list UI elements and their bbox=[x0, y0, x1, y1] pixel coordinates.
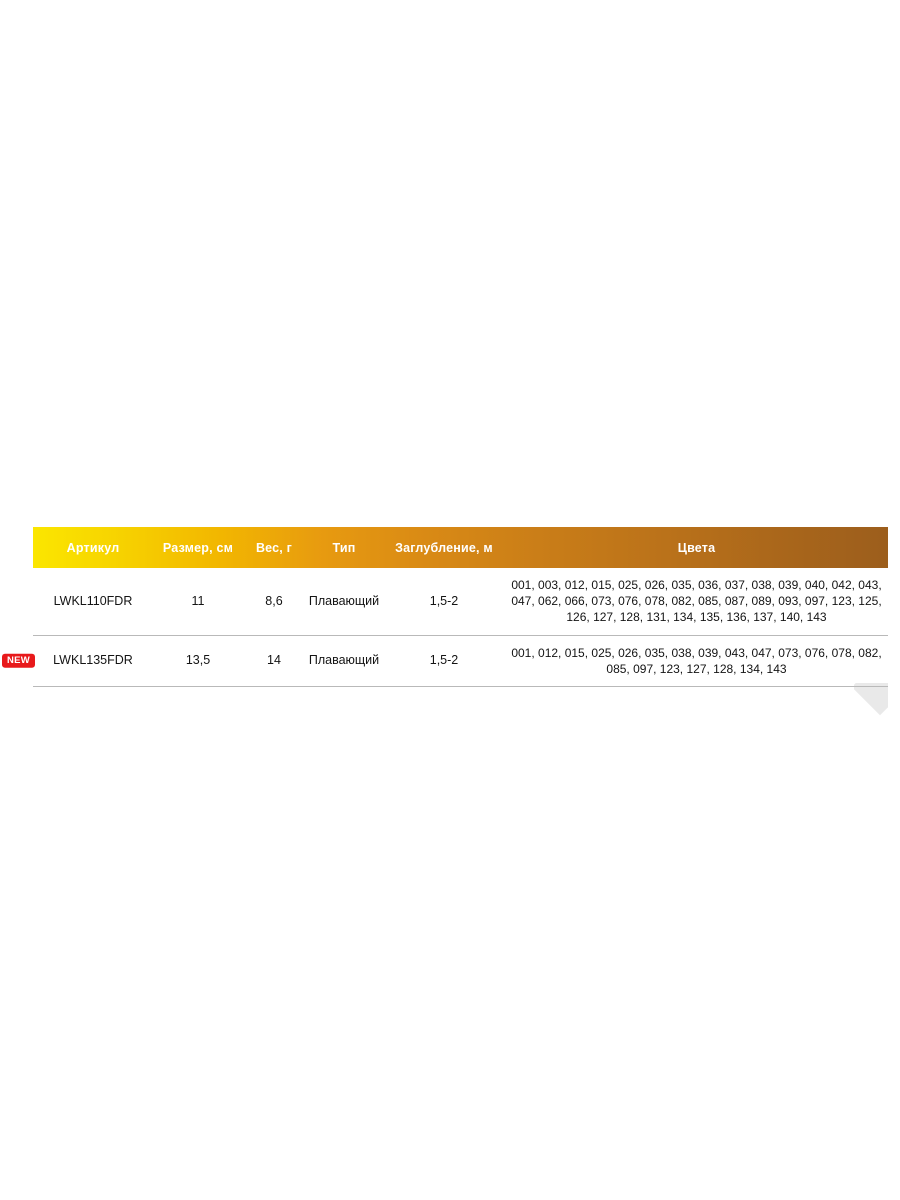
cell-size: 11 bbox=[191, 593, 205, 608]
table-header-row bbox=[33, 527, 888, 568]
table-head bbox=[33, 527, 888, 568]
column-header-weight: Вес, г bbox=[255, 540, 293, 555]
article-text: LWKL110FDR bbox=[53, 593, 133, 608]
specification-table bbox=[7, 527, 888, 687]
new-badge: NEW bbox=[2, 654, 35, 669]
cell-article bbox=[33, 568, 153, 635]
cell-article bbox=[7, 635, 153, 686]
column-header-size: Размер, см bbox=[162, 540, 234, 555]
cell-weight: 8,6 bbox=[265, 593, 283, 608]
cell-colors: 001, 003, 012, 015, 025, 026, 035, 036, 037, 038, 039, 040, 042, 043, 047, 062, 066, 073, 076, 078, 082, 085, 087, 089, 093, 097, 123, 125, 126, 127, 128, 131, 134, 135, 136, 137, 140, 143 bbox=[511, 578, 882, 625]
table-body bbox=[7, 568, 888, 686]
column-header-colors: Цвета bbox=[677, 540, 716, 555]
cell-type: Плавающий bbox=[308, 593, 380, 608]
cell-type: Плавающий bbox=[308, 653, 380, 668]
cell-depth: 1,5-2 bbox=[429, 593, 459, 608]
column-header-type: Тип bbox=[332, 540, 356, 555]
table-row bbox=[33, 568, 888, 635]
column-header-article: Артикул bbox=[66, 540, 120, 555]
cell-size: 13,5 bbox=[185, 653, 211, 668]
column-header-depth: Заглубление, м bbox=[395, 540, 493, 555]
cell-weight: 14 bbox=[267, 653, 281, 668]
table-row bbox=[33, 635, 888, 686]
corner-fold-decoration bbox=[854, 683, 888, 717]
cell-colors: 001, 012, 015, 025, 026, 035, 038, 039, 043, 047, 073, 076, 078, 082, 085, 097, 123, 127, 128, 134, 143 bbox=[511, 645, 882, 676]
specification-table-block bbox=[7, 527, 888, 687]
article-text: LWKL135FDR bbox=[53, 653, 133, 668]
cell-depth: 1,5-2 bbox=[429, 653, 459, 668]
